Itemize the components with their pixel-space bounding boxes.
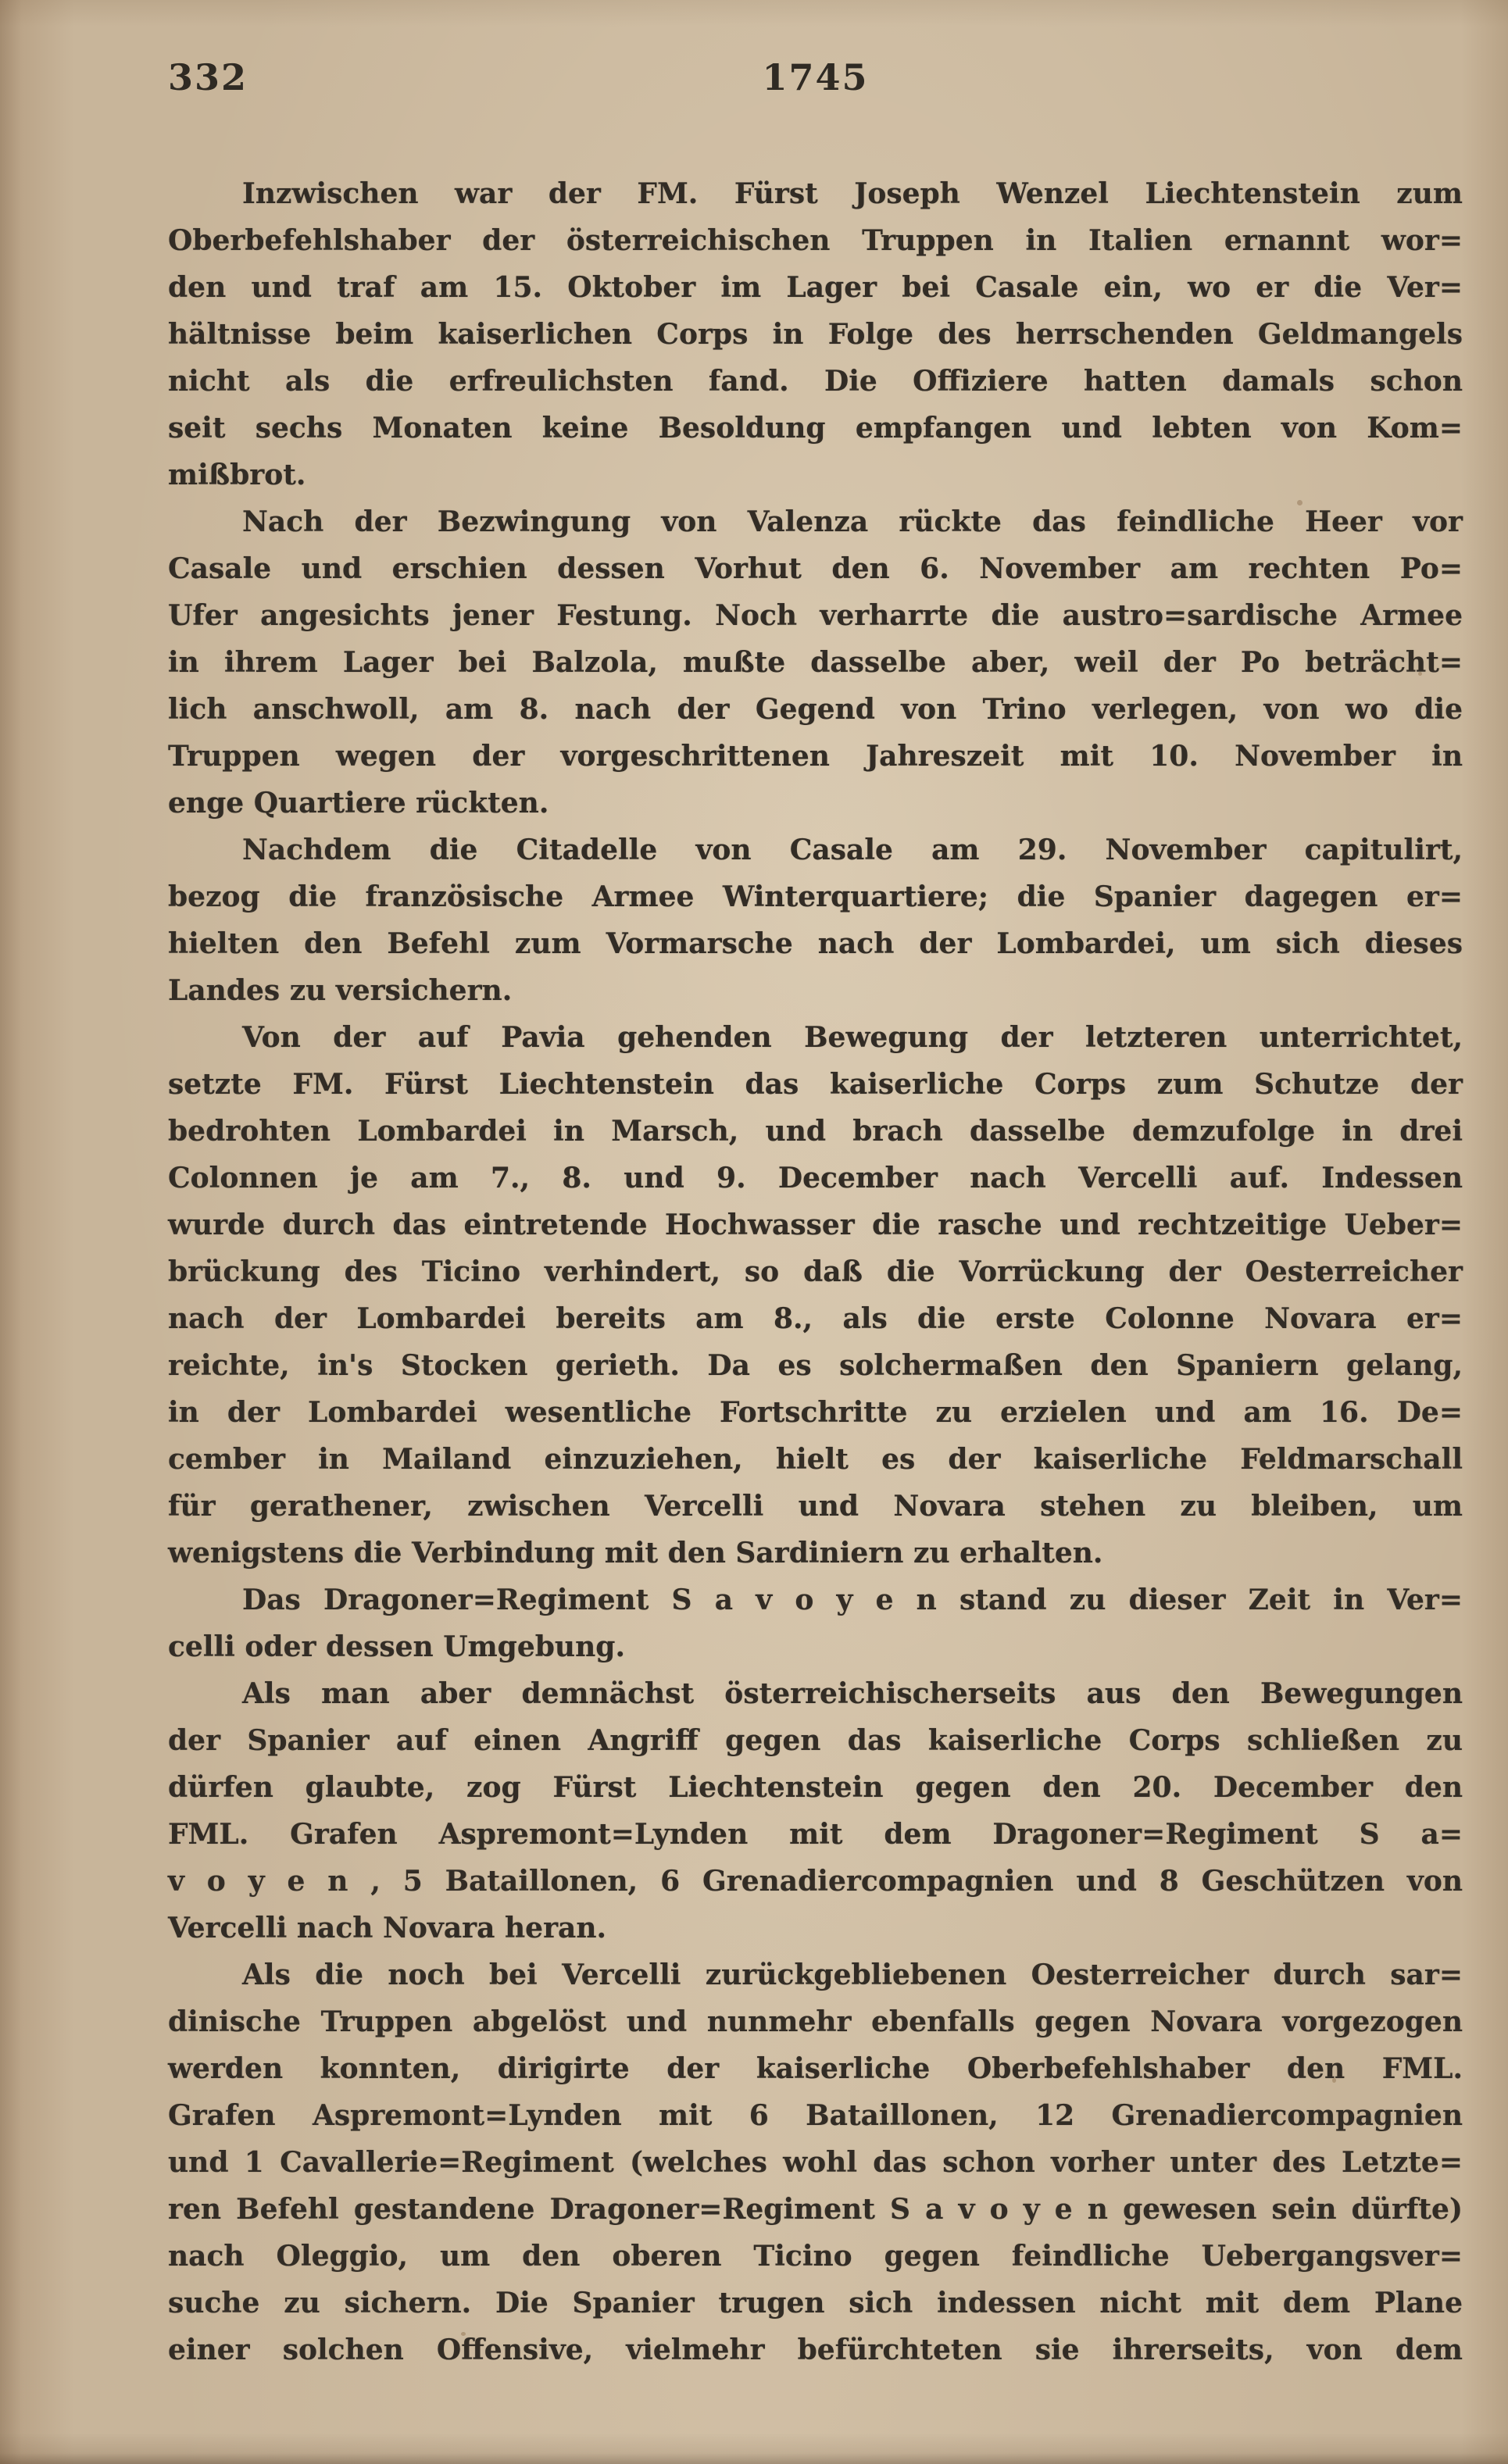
- text-line: celli oder dessen Umgebung.: [168, 1630, 625, 1663]
- text-line: cember in Mailand einzuziehen, hielt es der kaiserliche Feldmarschall: [168, 1443, 1463, 1476]
- text-line: wurde durch das eintretende Hochwasser die rasche und rechtzeitige Ueber=: [168, 1209, 1463, 1241]
- text-line: seit sechs Monaten keine Besoldung empfangen und lebten von Kom=: [168, 412, 1463, 445]
- text-line: wenigstens die Verbindung mit den Sardiniern zu erhalten.: [168, 1537, 1103, 1569]
- text-line: nach der Lombardei bereits am 8., als die erste Colonne Novara er=: [168, 1302, 1463, 1335]
- text-line: Colonnen je am 7., 8. und 9. December nach Vercelli auf. Indessen: [168, 1162, 1463, 1195]
- text-line: Das Dragoner=Regiment S a v o y e n stand zu dieser Zeit in Ver=: [242, 1584, 1463, 1616]
- text-line: Nachdem die Citadelle von Casale am 29. November capitulirt,: [242, 834, 1463, 866]
- text-line: Vercelli nach Novara heran.: [168, 1912, 607, 1944]
- text-line: Als man aber demnächst österreichischerseits aus den Bewegungen: [242, 1677, 1463, 1710]
- text-line: Ufer angesichts jener Festung. Noch verharrte die austro=sardische Armee: [168, 599, 1463, 632]
- text-line: lich anschwoll, am 8. nach der Gegend von Trino verlegen, von wo die: [168, 693, 1463, 726]
- text-line: dinische Truppen abgelöst und nunmehr ebenfalls gegen Novara vorgezogen: [168, 2005, 1463, 2038]
- text-line: in der Lombardei wesentliche Fortschritte zu erzielen und am 16. De=: [168, 1396, 1463, 1429]
- text-line: Casale und erschien dessen Vorhut den 6. November am rechten Po=: [168, 552, 1463, 585]
- text-line: enge Quartiere rückten.: [168, 787, 549, 820]
- text-line: für gerathener, zwischen Vercelli und Novara stehen zu bleiben, um: [168, 1490, 1463, 1523]
- text-line: mißbrot.: [168, 459, 306, 491]
- text-line: Truppen wegen der vorgeschrittenen Jahreszeit mit 10. November in: [168, 740, 1463, 773]
- text-line: einer solchen Offensive, vielmehr befürchteten sie ihrerseits, von dem: [168, 2334, 1463, 2366]
- book-page: [168, 56, 1463, 2373]
- text-line: hielten den Befehl zum Vormarsche nach der Lombardei, um sich dieses: [168, 927, 1463, 960]
- page-number: 332: [168, 56, 248, 98]
- text-line: Oberbefehlshaber der österreichischen Truppen in Italien ernannt wor=: [168, 224, 1463, 257]
- text-line: in ihrem Lager bei Balzola, mußte dasselbe aber, weil der Po beträcht=: [168, 646, 1463, 679]
- text-line: Nach der Bezwingung von Valenza rückte das feindliche Heer vor: [242, 505, 1463, 538]
- text-line: bedrohten Lombardei in Marsch, und brach dasselbe demzufolge in drei: [168, 1115, 1463, 1148]
- text-line: nach Oleggio, um den oberen Ticino gegen feindliche Uebergangsver=: [168, 2240, 1463, 2273]
- text-line: der Spanier auf einen Angriff gegen das kaiserliche Corps schließen zu: [168, 1724, 1463, 1757]
- text-line: Landes zu versichern.: [168, 974, 513, 1007]
- text-line: bezog die französische Armee Winterquartiere; die Spanier dagegen er=: [168, 880, 1463, 913]
- text-line: dürfen glaubte, zog Fürst Liechtenstein gegen den 20. December den: [168, 1771, 1463, 1804]
- text-line: werden konnten, dirigirte der kaiserliche Oberbefehlshaber den FML.: [168, 2052, 1463, 2085]
- text-block: [168, 170, 1463, 2373]
- text-line: den und traf am 15. Oktober im Lager bei Casale ein, wo er die Ver=: [168, 271, 1463, 304]
- text-line: und 1 Cavallerie=Regiment (welches wohl das schon vorher unter des Letzte=: [168, 2146, 1463, 2179]
- text-line: reichte, in's Stocken gerieth. Da es solchermaßen den Spaniern gelang,: [168, 1349, 1463, 1382]
- text-line: ren Befehl gestandene Dragoner=Regiment S a v o y e n gewesen sein dürfte): [168, 2193, 1463, 2226]
- text-line: hältnisse beim kaiserlichen Corps in Folge des herrschenden Geldmangels: [168, 318, 1463, 351]
- year-header: 1745: [762, 56, 869, 98]
- text-line: suche zu sichern. Die Spanier trugen sich indessen nicht mit dem Plane: [168, 2287, 1463, 2319]
- text-line: FML. Grafen Aspremont=Lynden mit dem Dragoner=Regiment S a=: [168, 1818, 1463, 1851]
- text-line: Grafen Aspremont=Lynden mit 6 Bataillonen, 12 Grenadiercompagnien: [168, 2099, 1463, 2132]
- page-header: [168, 56, 1463, 98]
- text-line: nicht als die erfreulichsten fand. Die Offiziere hatten damals schon: [168, 365, 1463, 398]
- text-line: Von der auf Pavia gehenden Bewegung der letzteren unterrichtet,: [242, 1021, 1463, 1054]
- text-line: brückung des Ticino verhindert, so daß die Vorrückung der Oesterreicher: [168, 1255, 1463, 1288]
- text-line: v o y e n , 5 Bataillonen, 6 Grenadiercompagnien und 8 Geschützen von: [168, 1865, 1463, 1898]
- text-line: setzte FM. Fürst Liechtenstein das kaiserliche Corps zum Schutze der: [168, 1068, 1463, 1101]
- text-line: Inzwischen war der FM. Fürst Joseph Wenzel Liechtenstein zum: [242, 177, 1463, 210]
- text-line: Als die noch bei Vercelli zurückgebliebenen Oesterreicher durch sar=: [242, 1959, 1463, 1991]
